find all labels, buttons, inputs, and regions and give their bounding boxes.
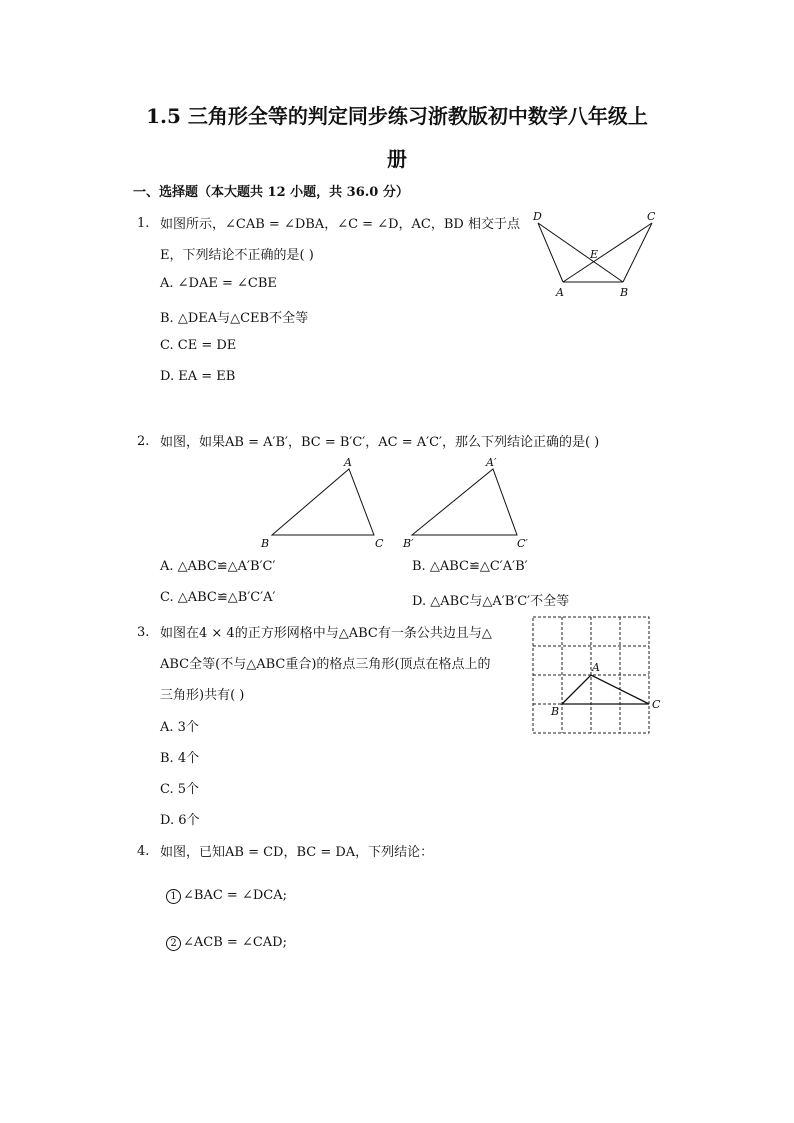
question-1-number: 1. (137, 216, 150, 231)
question-4-item-2 (166, 935, 287, 951)
question-3-option-d: D. 6个 (160, 813, 200, 828)
question-1-text-line-1: 如图所示，∠CAB = ∠DBA，∠C = ∠D，AC，BD 相交于点 (160, 217, 520, 232)
circled-number-icon: 1 (166, 889, 181, 904)
figure-label-a-prime: A′ (486, 456, 497, 469)
question-1-option-a: A. ∠DAE = ∠CBE (160, 276, 277, 291)
page-title-continued: 册 (387, 147, 407, 171)
figure-label-a: A (344, 456, 352, 469)
section-header: 一、选择题（本大题共 12 小题，共 36.0 分） (133, 185, 409, 200)
question-3-text-line-1: 如图在4 × 4的正方形网格中与△ABC有一条公共边且与△ (160, 626, 492, 641)
question-4-item-1 (166, 888, 287, 904)
question-4-item-1-text: ∠BAC = ∠DCA; (183, 888, 287, 903)
question-3-text-line-2: ABC全等(不与△ABC重合)的格点三角形(顶点在格点上的 (160, 657, 491, 672)
figure-label-c-prime: C′ (517, 537, 528, 550)
figure-label-b: B (551, 705, 560, 718)
figure-label-d: D (533, 210, 542, 223)
question-1-figure (528, 206, 663, 301)
page-title: 1.5 三角形全等的判定同步练习浙教版初中数学八年级上 (146, 104, 648, 128)
question-2-option-d: D. △ABC与△A′B′C′不全等 (412, 594, 570, 609)
question-3-option-b: B. 4个 (160, 751, 200, 766)
question-4-item-2-text: ∠ACB = ∠CAD; (183, 935, 287, 950)
question-1-option-b: B. △DEA与△CEB不全等 (160, 311, 309, 326)
circled-number-icon: 2 (166, 936, 181, 951)
figure-label-b: B (620, 286, 629, 299)
question-3-text-line-3: 三角形)共有( ) (160, 688, 245, 703)
question-4-number: 4. (137, 844, 150, 859)
figure-label-c: C (647, 210, 656, 223)
question-1-option-c: C. CE = DE (160, 338, 237, 353)
question-1-option-d: D. EA = EB (160, 369, 236, 384)
question-2-option-c: C. △ABC≌△B′C′A′ (160, 590, 276, 605)
question-1-text-line-2: E，下列结论不正确的是( ) (160, 248, 314, 263)
figure-label-b-prime: B′ (403, 537, 414, 550)
figure-label-e: E (590, 248, 599, 261)
question-2-text: 如图，如果AB = A′B′，BC = B′C′，AC = A′C′，那么下列结论正确的是( ) (160, 435, 600, 450)
figure-label-a: A (592, 661, 600, 674)
question-4-text: 如图，已知AB = CD，BC = DA，下列结论： (160, 845, 434, 860)
question-2-figure (255, 453, 545, 553)
figure-label-c: C (375, 537, 384, 550)
question-2-option-a: A. △ABC≌△A′B′C′ (160, 559, 276, 574)
question-3-option-c: C. 5个 (160, 782, 200, 797)
figure-label-c: C (652, 698, 661, 711)
figure-label-a: A (556, 286, 564, 299)
question-3-number: 3. (137, 625, 150, 640)
question-2-number: 2. (137, 434, 150, 449)
question-3-option-a: A. 3个 (160, 720, 199, 735)
question-2-option-b: B. △ABC≌△C′A′B′ (412, 559, 528, 574)
figure-label-b: B (261, 537, 270, 550)
question-3-figure (528, 612, 666, 736)
